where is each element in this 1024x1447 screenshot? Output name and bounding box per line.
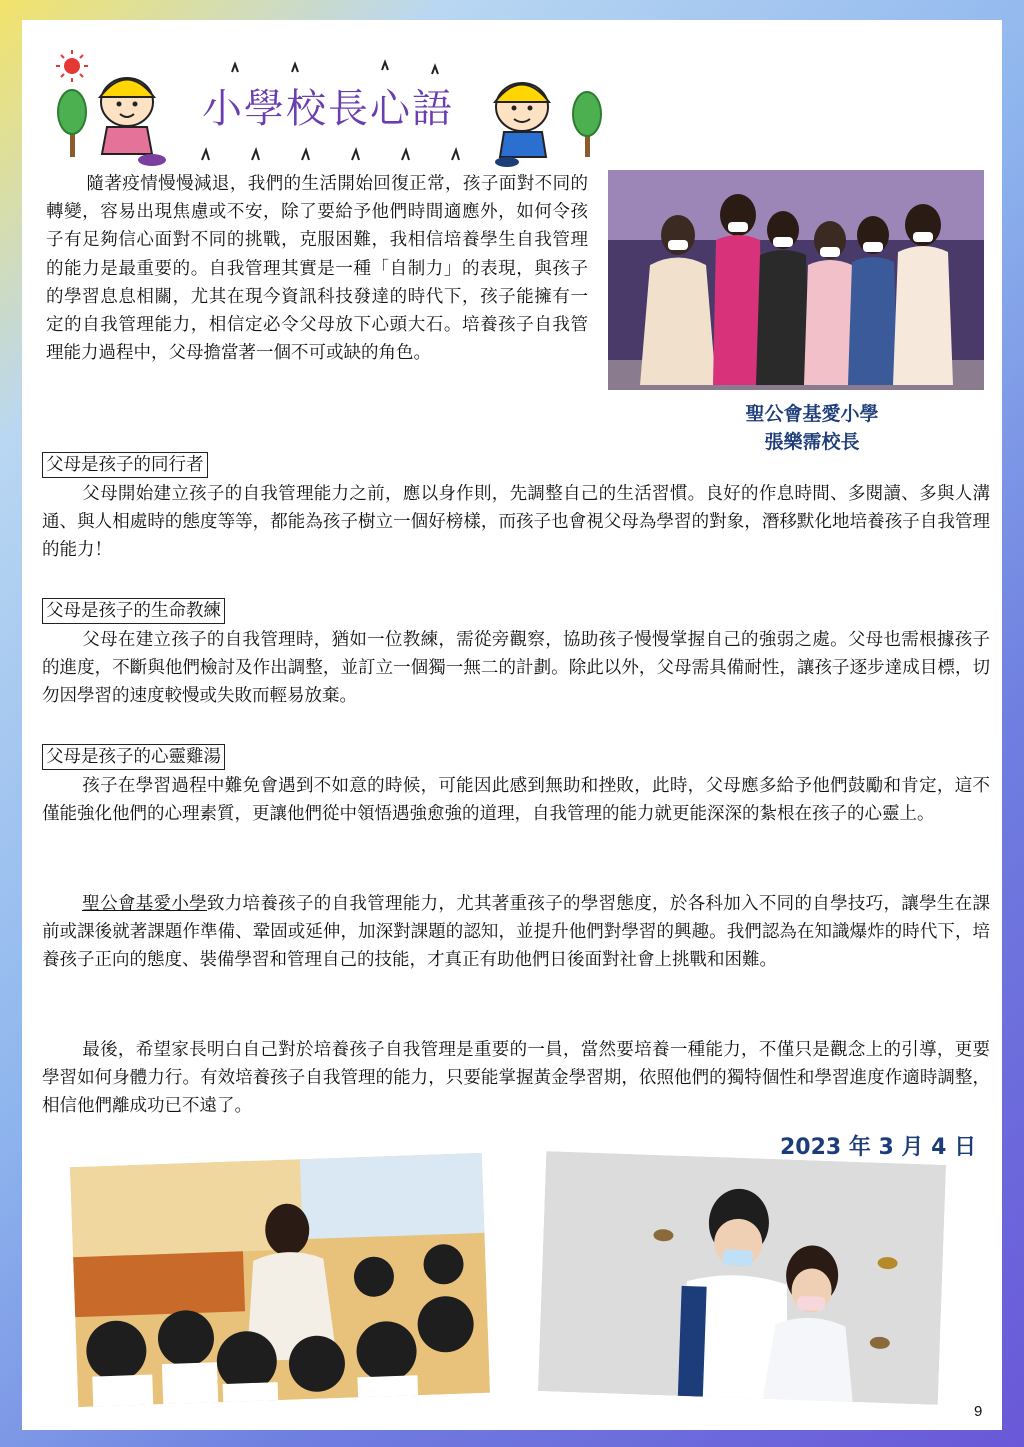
section-text: 父母開始建立孩子的自我管理能力之前，應以身作則，先調整自己的生活習慣。良好的作息時間、多閱讀、多與人溝通、與人相處時的態度等等，都能為孩子樹立一個好榜樣，而孩子也會視父母為學習的對象，潛移默化地培養孩子自我管理的能力！ <box>42 484 990 561</box>
intro-text: 隨著疫情慢慢減退，我們的生活開始回復正常，孩子面對不同的轉變，容易出現焦慮或不安，除了要給予他們時間適應外，如何令孩子有足夠信心面對不同的挑戰，克服困難，我相信培養學生自我管理的能力是最重要的。自我管理其實是一種「自制力」的表現，與孩子的學習息息相關，尤其在現今資訊科技發達的時代下，孩子能擁有一定的自我管理能力，相信定必令父母放下心頭大石。培養孩子自我管理能力過程中，父母擔當著一個不可或缺的角色。 <box>46 174 588 364</box>
section-body-companion <box>42 480 990 565</box>
principal-caption <box>712 400 912 456</box>
students-costume-photo <box>608 170 984 390</box>
header-banner <box>52 42 612 172</box>
newsletter-page <box>22 20 1002 1430</box>
climbing-wall-photo <box>538 1151 946 1405</box>
classroom-reading-photo <box>70 1153 490 1407</box>
closing-paragraph <box>42 1036 990 1121</box>
school-text: 致力培養孩子的自我管理能力，尤其著重孩子的學習態度，於各科加入不同的自學技巧，讓學生在課前或課後就著課題作準備、鞏固或延伸，加深對課題的認知，並提升他們對學習的興趣。我們認為在知識爆炸的時代下，培養孩子正向的態度、裝備學習和管理自己的技能，才真正有助他們日後面對社會上挑戰和困難。 <box>42 894 991 971</box>
page-title: 小學校長心語 <box>202 86 454 132</box>
school-name: 聖公會基愛小學 <box>82 894 207 914</box>
caption-principal: 張樂霈校長 <box>764 431 860 453</box>
section-heading-soul: 父母是孩子的心靈雞湯 <box>42 744 225 770</box>
section-heading-coach: 父母是孩子的生命教練 <box>42 598 225 624</box>
intro-paragraph <box>46 170 588 367</box>
section-heading-companion: 父母是孩子的同行者 <box>42 452 208 478</box>
caption-school: 聖公會基愛小學 <box>745 403 879 425</box>
sun-icon <box>56 50 88 82</box>
tree-icon <box>58 90 86 157</box>
section-body-coach <box>42 626 990 711</box>
section-text: 孩子在學習過程中難免會遇到不如意的時候，可能因此感到無助和挫敗，此時，父母應多給予他們鼓勵和肯定，這不僅能強化他們的心理素質，更讓他們從中領悟遇強愈強的道理，自我管理的能力就更能深深的紮根在孩子的心靈上。 <box>42 776 990 825</box>
closing-text: 最後，希望家長明白自己對於培養孩子自我管理是重要的一員，當然要培養一種能力，不僅只是觀念上的引導，更要學習如何身體力行。有效培養孩子自我管理的能力，只要能掌握黃金學習期，依照他們的獨特個性和學習進度作適時調整，相信他們離成功已不遠了。 <box>42 1040 990 1117</box>
girl-cartoon-icon <box>100 78 166 166</box>
boy-cartoon-icon <box>495 83 549 167</box>
section-text: 父母在建立孩子的自我管理時，猶如一位教練，需從旁觀察，協助孩子慢慢掌握自己的強弱之處。父母也需根據孩子的進度，不斷與他們檢討及作出調整，並訂立一個獨一無二的計劃。除此以外，父母需具備耐性，讓孩子逐步達成目標，切勿因學習的速度較慢或失敗而輕易放棄。 <box>42 630 990 707</box>
school-paragraph <box>42 890 990 975</box>
page-number: 9 <box>974 1403 983 1420</box>
section-body-soul <box>42 772 990 828</box>
tree-icon <box>573 92 601 157</box>
date-stamp: 2023 年 3 月 4 日 <box>780 1135 977 1160</box>
